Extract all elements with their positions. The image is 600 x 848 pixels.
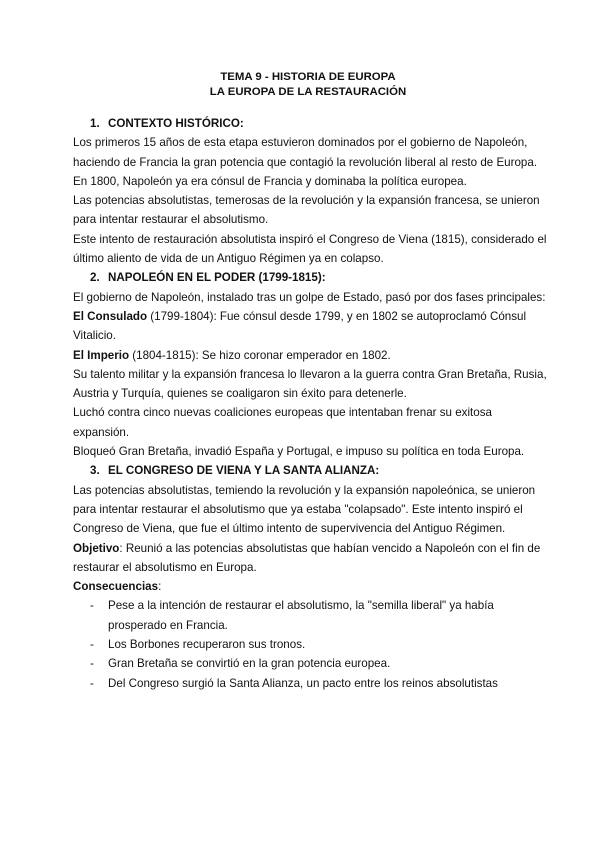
line-text: EL CONGRESO DE VIENA Y LA SANTA ALIANZA: bbox=[108, 464, 380, 478]
line-text: Congreso de Viena, que fue el último intento de supervivencia del Antiguo Régimen. bbox=[73, 522, 506, 536]
title-line-1: TEMA 9 - HISTORIA DE EUROPA bbox=[220, 71, 396, 83]
line-text: para intentar restaurar el absolutismo. bbox=[73, 213, 269, 227]
line-text: para intentar restaurar el absolutismo que ya estaba "colapsado". Este intento inspiró el bbox=[73, 502, 523, 516]
text-line bbox=[73, 558, 533, 577]
title-line-2: LA EUROPA DE LA RESTAURACIÓN bbox=[209, 86, 407, 98]
bold-term: Consecuencias bbox=[73, 580, 159, 594]
line-text: Bloqueó Gran Bretaña, invadió España y Portugal, e impuso su política en toda Europa. bbox=[73, 445, 525, 459]
bullet-dash: - bbox=[90, 599, 94, 613]
line-text: Del Congreso surgió la Santa Alianza, un pacto entre los reinos absolutistas bbox=[108, 676, 498, 690]
document-page bbox=[73, 70, 547, 693]
list-item-continuation bbox=[73, 616, 533, 635]
text-line bbox=[73, 307, 533, 326]
list-item bbox=[73, 654, 533, 673]
line-text: Los primeros 15 años de esta etapa estuvieron dominados por el gobierno de Napoleón, bbox=[73, 136, 528, 150]
text-line bbox=[73, 210, 533, 229]
line-text: Gran Bretaña se convirtió en la gran potencia europea. bbox=[108, 657, 391, 671]
line-text: último aliento de vida de un Antiguo Régimen ya en colapso. bbox=[73, 252, 384, 266]
text-line bbox=[73, 191, 540, 210]
text-line bbox=[73, 288, 546, 307]
line-text: : Reunió a las potencias absolutistas que habían vencido a Napoleón con el fin de bbox=[119, 541, 541, 555]
text-line bbox=[73, 500, 533, 519]
document-title bbox=[83, 70, 533, 100]
line-text: expansión. bbox=[73, 425, 130, 439]
list-item bbox=[73, 596, 533, 615]
bold-term: Objetivo bbox=[73, 541, 120, 555]
bold-term: El Consulado bbox=[73, 309, 148, 323]
text-line bbox=[73, 403, 533, 422]
line-text: Vitalicio. bbox=[73, 329, 116, 343]
text-line bbox=[73, 133, 533, 152]
line-text: (1804-1815): Se hizo coronar emperador en 1802. bbox=[129, 348, 391, 362]
line-text: Las potencias absolutistas, temiendo la revolución y la expansión napoleónica, se unieron bbox=[73, 483, 536, 497]
section-number: 1. bbox=[90, 117, 100, 130]
bullet-dash: - bbox=[90, 638, 94, 652]
line-text: Este intento de restauración absolutista inspiró el Congreso de Viena (1815), considerado el bbox=[73, 232, 547, 246]
text-line bbox=[73, 539, 541, 558]
line-text: Pese a la intención de restaurar el absolutismo, la "semilla liberal" ya había bbox=[108, 599, 494, 613]
text-line bbox=[73, 577, 533, 596]
text-line bbox=[73, 365, 547, 384]
line-text: Las potencias absolutistas, temerosas de la revolución y la expansión francesa, se unieron bbox=[73, 194, 540, 208]
line-text: CONTEXTO HISTÓRICO: bbox=[108, 117, 244, 130]
text-line bbox=[73, 519, 533, 538]
section-heading bbox=[73, 268, 533, 287]
line-text: : bbox=[158, 580, 162, 594]
text-line bbox=[73, 249, 533, 268]
text-line bbox=[73, 230, 547, 249]
line-text: En 1800, Napoleón ya era cónsul de Francia y dominaba la política europea. bbox=[73, 174, 467, 188]
text-line bbox=[73, 384, 533, 403]
text-line bbox=[73, 442, 533, 461]
line-text: Los Borbones recuperaron sus tronos. bbox=[108, 638, 306, 652]
text-line bbox=[73, 153, 538, 172]
line-text: Su talento militar y la expansión francesa lo llevaron a la guerra contra Gran Bretaña, Rusia, bbox=[73, 367, 547, 381]
bullet-dash: - bbox=[90, 657, 94, 671]
line-text: haciendo de Francia la gran potencia que contagió la revolución liberal al resto de Europa. bbox=[73, 155, 538, 169]
line-text: El gobierno de Napoleón, instalado tras un golpe de Estado, pasó por dos fases principales: bbox=[73, 290, 546, 304]
text-line bbox=[73, 423, 533, 442]
text-line bbox=[73, 172, 533, 191]
bullet-dash: - bbox=[90, 676, 94, 690]
text-line bbox=[73, 326, 533, 345]
document-body bbox=[73, 114, 547, 693]
list-item bbox=[73, 674, 533, 693]
section-number: 3. bbox=[90, 464, 100, 478]
line-text: Luchó contra cinco nuevas coaliciones europeas que intentaban frenar su exitosa bbox=[73, 406, 492, 420]
section-heading bbox=[73, 461, 533, 480]
line-text: (1799-1804): Fue cónsul desde 1799, y en 1802 se autoproclamó Cónsul bbox=[147, 309, 527, 323]
line-text: NAPOLEÓN EN EL PODER (1799-1815): bbox=[108, 271, 326, 285]
text-line bbox=[73, 481, 536, 500]
text-line bbox=[73, 346, 533, 365]
bold-term: El Imperio bbox=[73, 348, 130, 362]
line-text: prosperado en Francia. bbox=[108, 618, 228, 632]
line-text: restaurar el absolutismo en Europa. bbox=[73, 560, 257, 574]
section-number: 2. bbox=[90, 271, 100, 285]
list-item bbox=[73, 635, 533, 654]
line-text: Austria y Turquía, quienes se coaligaron sin éxito para detenerle. bbox=[73, 387, 407, 401]
section-heading bbox=[73, 114, 533, 133]
